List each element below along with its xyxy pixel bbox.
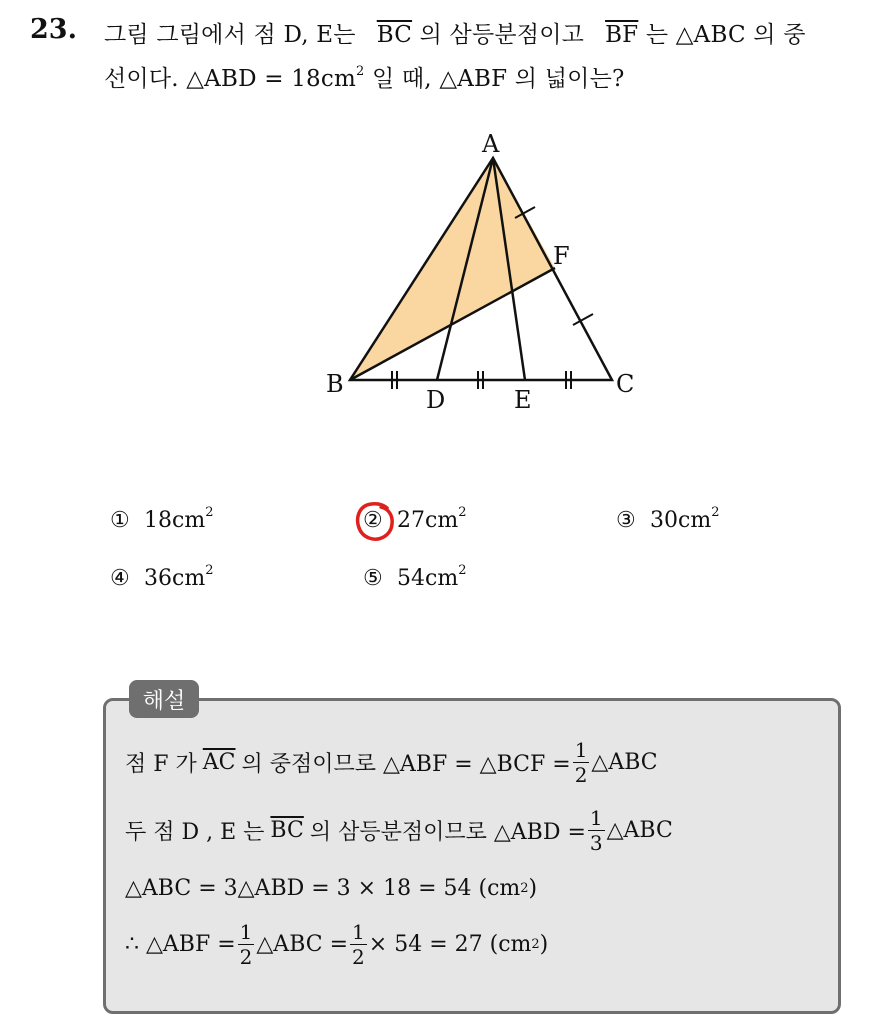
label-d: D <box>426 386 446 414</box>
explanation-text: △ABC = <box>256 932 349 957</box>
question-text-part: 일 때, △ABF 의 넓이는? <box>364 66 625 92</box>
question-text-part: 는 △ABC 의 중 <box>645 22 806 48</box>
choice-mark: ① <box>110 508 130 533</box>
fraction: $\frac{1}{2}$ <box>239 920 253 969</box>
label-b: B <box>326 370 344 398</box>
label-a: A <box>482 130 500 158</box>
explanation-text: 의 삼등분점이므로 △ABD = <box>309 820 586 845</box>
explanation-text: 두 점 D , E 는 <box>125 820 265 845</box>
explanation-text: △ABC <box>606 818 673 843</box>
explanation-text: 점 F 가 <box>125 752 197 777</box>
superscript: 2 <box>458 563 467 578</box>
superscript: 2 <box>458 505 467 520</box>
question-text-line-1 <box>104 16 806 49</box>
segment-bf: $\overline{BF}$ <box>605 22 639 48</box>
fraction: $\frac{1}{3}$ <box>589 806 603 855</box>
superscript: 2 <box>355 64 365 79</box>
superscript: 2 <box>205 505 214 520</box>
question-text-part: 의 삼등분점이고 <box>419 22 585 48</box>
explanation-text: ) <box>539 932 549 957</box>
shaded-triangle-abf <box>350 158 555 380</box>
choice-value: 54cm <box>397 566 459 591</box>
choice-mark: ② <box>363 508 383 533</box>
choice-value: 18cm <box>144 508 206 533</box>
explanation-text: ) <box>528 876 538 901</box>
explanation-line-3: △ABC = 3△ABD = 3 × 18 = 54 (cm 2 ) <box>125 876 538 901</box>
explanation-line-2 <box>125 808 673 853</box>
segment-bc: $\overline{BC}$ <box>376 22 413 48</box>
choice-1[interactable] <box>110 505 214 533</box>
question-number: 23. <box>30 14 77 45</box>
choice-mark: ⑤ <box>363 566 383 591</box>
question-text-part: 선이다. △ABD = 18cm <box>104 66 356 92</box>
explanation-text: × 54 = 27 (cm <box>368 932 532 957</box>
answer-circle-icon <box>353 499 399 545</box>
question-text-line-2 <box>104 60 625 93</box>
fraction: $\frac{1}{2}$ <box>352 920 365 969</box>
choice-4[interactable] <box>110 563 214 591</box>
choice-mark: ④ <box>110 566 130 591</box>
triangle-figure <box>310 120 650 420</box>
label-f: F <box>553 242 570 270</box>
explanation-text: 의 중점이므로 △ABF = △BCF = <box>241 752 571 777</box>
superscript: 2 <box>205 563 214 578</box>
choice-3[interactable] <box>616 505 720 533</box>
label-e: E <box>514 386 532 414</box>
explanation-text: △ABC <box>591 750 658 775</box>
explanation-line-1 <box>125 740 658 785</box>
choice-value: 36cm <box>144 566 206 591</box>
choice-5[interactable] <box>363 563 467 591</box>
choice-mark: ③ <box>616 508 636 533</box>
explanation-line-4: ∴ △ABF = $\frac{1}{2}$ △ABC = $\frac{1}{2}$ × 54 = 27 (cm 2 ) <box>125 920 549 969</box>
choice-value: 27cm <box>397 508 459 533</box>
question-text-part: 그림 그림에서 점 D, E는 <box>104 22 356 48</box>
segment-bc: $\overline{BC}$ <box>270 818 304 843</box>
choice-value: 30cm <box>650 508 712 533</box>
label-c: C <box>616 370 635 398</box>
fraction: $\frac{1}{2}$ <box>574 738 588 787</box>
superscript: 2 <box>711 505 720 520</box>
explanation-text: ∴ △ABF = <box>125 932 236 957</box>
explanation-tab: 해설 <box>129 680 199 718</box>
segment-ac: $\overline{AC}$ <box>202 750 236 775</box>
explanation-text: △ABC = 3△ABD = 3 × 18 = 54 (cm <box>125 876 521 901</box>
